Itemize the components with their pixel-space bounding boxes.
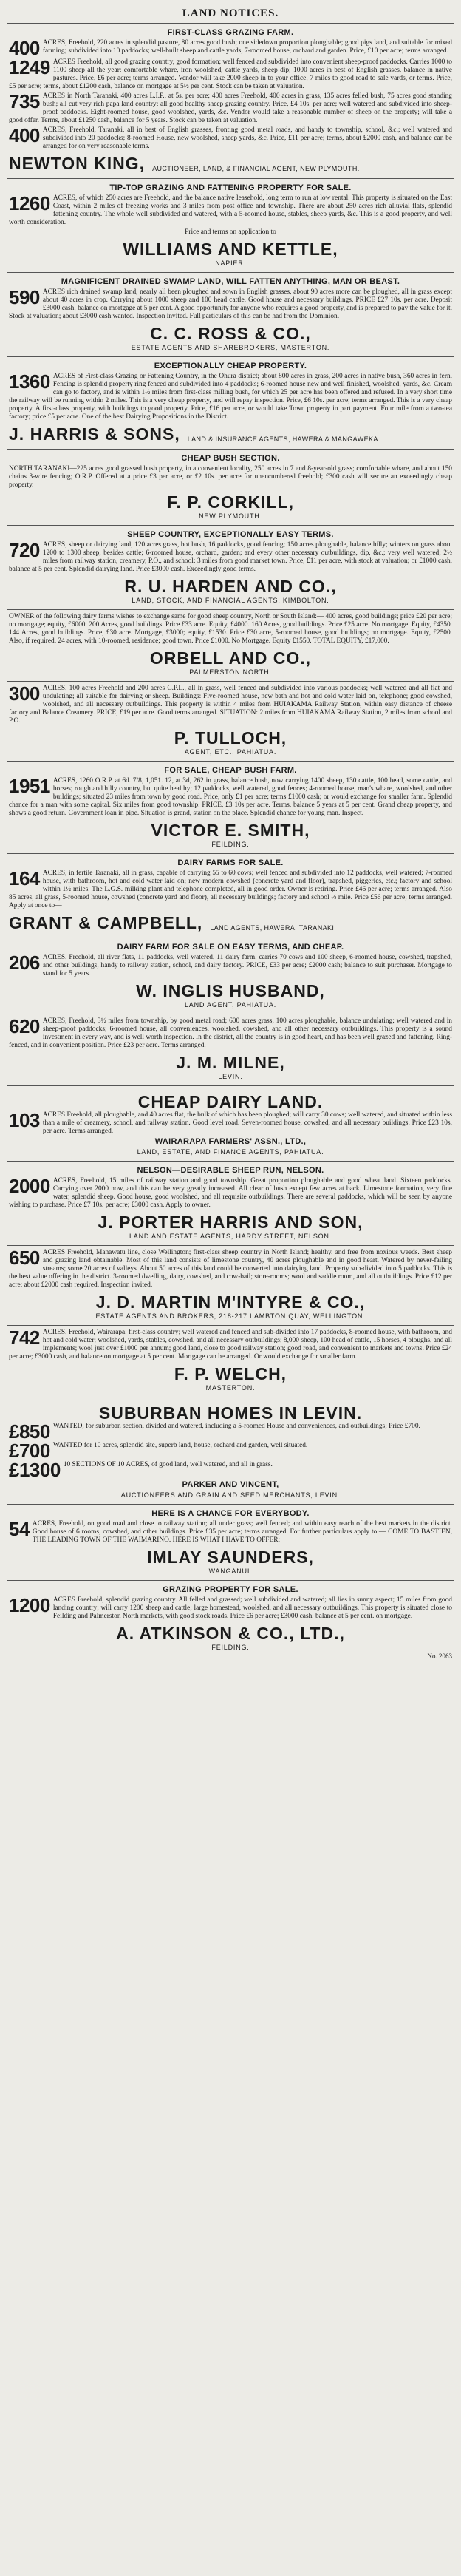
ad-cheap-dairy-land [7, 1086, 454, 1162]
listing-text: ACRES rich drained swamp land, nearly all been ploughed and sown in English grasses, about 90 acres more can be ploughed, all in grass except about 40 acres in crop. Carrying about 1000 sheep and 100 head cattle. Good house and necessary buildings. PRICE £27 10s. per acre. Deposit £3000 cash, balance on mortgage at 5 per cent. A good opportunity for anyone who requires a good property, and is prepared to pay the value for it. Stock at valuation; about £3000 cash wanted. Inspection invited. Full particulars of this can be had from the Dominion. [9, 288, 452, 320]
advertiser-signature [9, 913, 452, 932]
advertiser-name: F. P. WELCH, [174, 1364, 287, 1383]
listing [9, 1442, 452, 1460]
listing-acreage: 650 [9, 1249, 40, 1269]
ad-sheep-run-nelson [7, 1162, 454, 1246]
ad-heading: NELSON—DESIRABLE SHEEP RUN, NELSON. [137, 1166, 324, 1175]
listing [9, 541, 452, 574]
listing-acreage: 1249 [9, 58, 50, 78]
listing-text: ACRES, Freehold, all river flats, 11 paddocks, well watered, 11 dairy farm, carries 70 cows and 100 sheep, 6-roomed house, cowshed, trapshed, and other buildings, handy to railway station, school, and dairy factory. PRICE, £33 per acre; £2000 cash; balance to suit purchaser. Mortgage to stand for 5 years. [42, 954, 452, 977]
advertiser-name: VICTOR E. SMITH, [151, 821, 310, 840]
listing-acreage: 590 [9, 288, 40, 308]
advertiser-name: C. C. ROSS & CO., [150, 324, 311, 343]
advertiser-location: LAND, ESTATE, AND FINANCE AGENTS, PAHIATUA. [137, 1148, 324, 1156]
listing [9, 1329, 452, 1361]
listing-text: ACRES Freehold, Manawatu line, close Wellington; first-class sheep country in North Island; healthy, and free from noxious weeds. Best sheep and grazing land obtainable. Most of this land consists of limestone country, 40 acres ploughable and in good heart. Watered by never-failing streams; some 20 acres of valleys. About 50 acres of this land could be converted into dairying land. Property sub-divided into 5 paddocks. This is the best value offering in the district. 3-roomed dwelling, dairy, cowshed, and cow-bail; store-rooms; wool and saddle room, and all outbuildings. Price £12 per acre; about £2000 cash required. Inspection invited. [9, 1249, 452, 1289]
advertiser-name: P. TULLOCH, [174, 728, 287, 748]
listing-text: NORTH TARANAKI—225 acres good grassed bush property, in a convenient locality, 250 acres in 7 and 8-year-old grass; comfortable whare, and about 150 chains 3-wire fencing; O.R.P. Offered at a price £3 per acre, or £2 10s. per acre for unencumbered freehold; £300 cash will secure an exceedingly cheap property. [9, 465, 452, 489]
listing-text: ACRES, Freehold, on good road and close to railway station; all under grass; well fenced; and within easy reach of the best markets in the district. Good house of 6 rooms, cowshed, and other buildings. Price £35 per acre; terms arranged. For further particulars apply to:— COME TO BASTIEN, THE LEADING TOWN OF THE WAIMARINO. HERE IS WHAT I HAVE TO OFFER: [32, 1520, 452, 1544]
advertiser-signature [9, 424, 452, 444]
ad-heading: DAIRY FARMS FOR SALE. [177, 858, 284, 867]
listing [9, 1249, 452, 1289]
listing-text: ACRES, in fertile Taranaki, all in grass, capable of carrying 55 to 60 cows; well fenced and subdivided into 12 paddocks, well watered; 7-roomed house, with bathroom, hot and cold water laid on; new modern cowshed (concrete yard and floor), trapshed, piggeries, etc.; factory and school within 1½ miles. The L.G.S. milking plant and telephone completed, all in good order. Owner is retiring. Price £46 per acre; terms arranged. Also 85 acres, all grass, 5-roomed house, cowshed (concrete yard and floor), all necessary buildings; factory and school ½ mile. Price £56 per acre; terms arranged. Apply at once to— [9, 870, 452, 909]
ad-heading: HERE IS A CHANCE FOR EVERYBODY. [151, 1509, 310, 1518]
ad-sheep-country [7, 526, 454, 610]
listing-acreage: 400 [9, 126, 40, 146]
listing-text: ACRES, Freehold, Wairarapa, first-class country; well watered and fenced and sub-divided into 17 paddocks, 8-roomed house, with bathroom, and hot and cold water; woolshed, yards, stables, cowshed, and all necessary outbuildings; 8,000 sheep, 100 head of cattle, 15 horses, 4 ploughs, and all implements; wool just over £1000 per annum; good land, close to good railway station; good road, and convenient to markets and towns. Price £24 per acre; £3000 cash, and balance on mortgage at 5 per cent. Mortgage can be arranged. Or would exchange for smaller farm. [9, 1329, 452, 1360]
listing [9, 685, 452, 725]
listing-text: ACRES, Freehold, 15 miles of railway station and good township. Great proportion ploughable and good wheat land. Sixteen paddocks. Carrying over 2000 now, and this can be very greatly increased. All clear of bush except few acres at back. Limestone formation, very fine water, splendid sheep. Good house, good woolshed, and all requisite outbuildings. There are several paddocks, which will be seen by anyone wishing to purchase. Price £7 10s. per acre; £3000 cash. Apply to owner. [9, 1177, 452, 1209]
advertiser-location: ESTATE AGENTS AND SHAREBROKERS, MASTERTON. [131, 344, 330, 351]
listing-text: WANTED, for suburban section, divided and watered, including a 5-roomed House and conveniences, and outbuildings; Price £700. [52, 1423, 420, 1430]
listing [9, 126, 452, 151]
advertiser-name: J. HARRIS & SONS, [9, 424, 180, 444]
advertiser-location: WANGANUI. [208, 1567, 253, 1575]
page-title: LAND NOTICES. [7, 7, 454, 24]
advertiser-name: WILLIAMS AND KETTLE, [123, 240, 338, 259]
listing-acreage: 2000 [9, 1177, 50, 1197]
ad-heading: SHEEP COUNTRY, EXCEPTIONALLY EASY TERMS. [127, 530, 334, 539]
listing-acreage: 735 [9, 92, 40, 112]
listing-text: ACRES Freehold, splendid grazing country. All felled and grassed; well subdivided and watered; all lies in sunny aspect; 15 miles from good landing country; will carry 1200 sheep and cattle; large homestead, woolshed, and all necessary outbuildings. This property is situated close to Feilding and Palmerston North markets, with good stock roads. Price £6 per acre; £3000 cash, balance at 5 per cent. on mortgage. [52, 1596, 452, 1620]
listing [9, 777, 452, 818]
advertiser-name: R. U. HARDEN AND CO., [124, 577, 337, 596]
advertiser-name: W. INGLIS HUSBAND, [136, 981, 325, 1000]
listing [9, 194, 452, 227]
ad-big-title: CHEAP DAIRY LAND. [137, 1092, 324, 1111]
listing-text: WANTED for 10 acres, splendid site, superb land, house, orchard and garden, well situated. [52, 1442, 308, 1449]
listing-price: £1300 [9, 1461, 61, 1479]
listing-acreage: 1260 [9, 194, 50, 214]
advertiser-name: IMLAY SAUNDERS, [147, 1548, 314, 1567]
listing-text: ACRES, of which 250 acres are Freehold, and the balance native leasehold, long term to run at low rental. This property is situated on the East Coast, within 2 miles of freezing works and 3 miles from post office and township. There are about 250 acres rich alluvial flats, splendid fattening country. The whole well subdivided and watered, with a 5-roomed house, stables, sheep yards, &c. This is a good property, and well worth consideration. [9, 194, 452, 226]
listing [9, 58, 452, 91]
listing [9, 1423, 452, 1440]
advertiser-name: J. D. MARTIN M'INTYRE & CO., [95, 1292, 366, 1312]
listing-text: 10 SECTIONS OF 10 ACRES, of good land, well watered, and all in grass. [63, 1461, 273, 1468]
ad-dairy-exchange [7, 610, 454, 682]
ad-bush-section [7, 450, 454, 526]
ad-heading: FIRST-CLASS GRAZING FARM. [167, 28, 294, 37]
advertiser-location: LEVIN. [218, 1073, 243, 1080]
advertiser-location: AUCTIONEERS AND GRAIN AND SEED MERCHANTS, LEVIN. [120, 1491, 341, 1499]
listing-text: ACRES, sheep or dairying land, 120 acres grass, hot bush, 16 paddocks, good fencing; 150 acres ploughable, balance hilly; winters on grass about 1200 to 1300 sheep, besides cattle; 6-roomed house, orchard, garden; and every other necessary outbuildings, dip, &c.; very well watered; 2½ miles from railway station, creamery, P.O., and school; 3 miles from good market town. Price, £11 per acre, with stock at valuation; or £1000 cash, balance at 5 per cent. Splendid dairying land. Price £3000 cash. Exceedingly good terms. [9, 541, 452, 573]
listing [9, 1520, 452, 1545]
ad-grazing-property [7, 1581, 454, 1664]
listing [9, 1017, 452, 1050]
listing [9, 1111, 452, 1136]
ad-620-acres [7, 1014, 454, 1086]
listing-acreage: 1360 [9, 373, 50, 393]
advertiser-location: NEW PLYMOUTH. [199, 512, 262, 520]
newspaper-page [7, 7, 454, 2561]
ad-grazing-farm [7, 24, 454, 179]
advertiser-name: PARKER AND VINCENT, [182, 1480, 279, 1489]
advertiser-name: J. PORTER HARRIS AND SON, [98, 1213, 363, 1232]
ad-bush-farm [7, 762, 454, 854]
listing [9, 288, 452, 321]
listing-acreage: 1951 [9, 777, 50, 797]
ad-heading: GRAZING PROPERTY FOR SALE. [163, 1585, 298, 1594]
advertiser-location: MASTERTON. [205, 1384, 256, 1392]
advertiser-name: A. ATKINSON & CO., LTD., [116, 1624, 345, 1643]
listing-acreage: 206 [9, 954, 40, 974]
advertiser-location: LAND AND ESTATE AGENTS, HARDY STREET, NELSON. [129, 1233, 332, 1240]
listing [9, 92, 452, 125]
ad-heading: DAIRY FARM FOR SALE ON EASY TERMS, AND CHEAP. [117, 943, 344, 952]
advertiser-location: FEILDING. [211, 841, 250, 848]
advertiser-location: LAND, STOCK, AND FINANCIAL AGENTS, KIMBOLTON. [132, 597, 329, 604]
advertiser-location: AGENT, ETC., PAHIATUA. [184, 748, 277, 756]
ad-big-title: SUBURBAN HOMES IN LEVIN. [98, 1403, 363, 1423]
advertiser-signature [9, 154, 452, 173]
ad-dairy-farm-easy-terms [7, 938, 454, 1014]
listing [9, 39, 452, 57]
listing [9, 954, 452, 978]
advertiser-name: ORBELL AND CO., [149, 648, 312, 668]
listing-acreage: 742 [9, 1329, 40, 1349]
advertiser-name: NEWTON KING, [9, 154, 146, 173]
listing-text: OWNER of the following dairy farms wishes to exchange same for good sheep country, North or South Island:— 400 acres, good buildings; price £20 per acre; no mortgage; equity, £6000. 200 Acres, good buildings. Price £33 acre. Equity, £4000. 160 Acres, good buildings. Price £25 acre. No mortgage. Equity, £4350. 144 Acres, good buildings. Price, £30 acre. Mortgage, £3000; equity, £1530. Price £30 acre, 5-roomed house, good buildings; no mortgage. Equity, £2500. Also, if required, 24 acres, with 10-roomed, residence; good town. Price £1000. No Mortgage. Equity £1550. TOTAL EQUITY, £17,000. [9, 613, 452, 645]
listing-text: ACRES Freehold, all ploughable, and 40 acres flat, the bulk of which has been ploughed; will carry 30 cows; well watered, and situated within less than a mile of creamery, school, and railway station. Good level road. Seven-roomed house, cowshed, and all necessary buildings. Price £23 10s. per acre. Terms arranged. [42, 1111, 452, 1135]
listing-text: ACRES, Freehold, 3½ miles from township, by good metal road; 600 acres grass, 100 acres ploughable, balance undulating; well watered and in sheep-proof paddocks; 6-roomed house, all conveniences, woolshed, cowshed, and all other necessary outbuildings. This property is a sound investment in every way, and is well worth inspection. In the district, all the country is in good heart, and has been well grazed and fattening. Ring-fenced, and in convenient position. Price £23 per acre. Terms arranged. [9, 1017, 452, 1049]
advertiser-location: LAND AGENT, PAHIATUA. [185, 1001, 276, 1009]
listing [9, 465, 452, 489]
ad-heading: EXCEPTIONALLY CHEAP PROPERTY. [154, 362, 307, 370]
listing [9, 870, 452, 910]
advertiser-name: WAIRARAPA FARMERS' ASSN., LTD., [154, 1137, 307, 1146]
advertiser-role: LAND AGENTS, HAWERA, TARANAKI. [210, 924, 337, 932]
advertiser-location: PALMERSTON NORTH. [189, 668, 272, 676]
listing-acreage: 164 [9, 870, 40, 889]
listing-acreage: 1200 [9, 1596, 50, 1616]
ad-wairarapa-742 [7, 1326, 454, 1397]
listing [9, 1461, 452, 1479]
ad-dairy-farms [7, 854, 454, 938]
listing-text: ACRES, Freehold, Taranaki, all in best of English grasses, fronting good metal roads, and handy to township, school, &c.; well watered and subdivided into 20 paddocks; 8-roomed House, new woolshed, sheep yards, &c. Price, £11 per acre; terms, about £2000 cash, and balance can be arranged for on very reasonable terms. [42, 126, 452, 150]
ad-heading: TIP-TOP GRAZING AND FATTENING PROPERTY FOR SALE. [109, 183, 352, 192]
ad-note: Price and terms on application to [185, 228, 276, 236]
listing-acreage: 300 [9, 685, 40, 705]
listing-text: ACRES in North Taranaki, 400 acres L.I.P., at 5s. per acre; 400 acres Freehold, 400 acres in grass, 135 acres felled bush, 75 acres good standing bush; all cut very rich papa land country; all good healthy sheep grazing country. Price, £4 10s. per acre; well watered and subdivided into sheep-proof paddocks. Eight-roomed house, good woolshed, yards, &c. Vendor would take a reasonable number of sheep on the property; will take a good offer. Terms, about £1250 cash, balance for 5 years. Stock can be taken at valuation. [9, 92, 452, 124]
listing-text: ACRES of First-class Grazing or Fattening Country, in the Ohura district; about 800 acres in grass, 200 acres in native bush, 360 acres in fern. Fencing is splendid property ring fenced and subdivided into 4 paddocks; 6-roomed house new and well finished, woolshed, yards, &c. Cream can go to factory, and is within 1½ miles from first-class milling bush, for which 25 per acre has been offered and refused. In a very short time the railway will be running within 2 miles. This is a very cheap property, and will repay inspection. Price, £6 10s. per acre; terms arranged. This is a very cheap property. A first-class property, with buildings to good property. Price, £16 per acre, or would take Town property in part payment. Four mile from a two-tea factory; price £5 per acre. One of the best Dairying Propositions in the District. [9, 373, 452, 421]
listing-price: £700 [9, 1442, 50, 1460]
advertiser-name: F. P. CORKILL, [166, 492, 295, 512]
ad-swamp-land [7, 273, 454, 357]
ad-fattening-property [7, 179, 454, 273]
ad-chance-for-everybody [7, 1505, 454, 1581]
ad-heading: MAGNIFICENT DRAINED SWAMP LAND, WILL FATTEN ANYTHING, MAN OR BEAST. [61, 277, 400, 286]
listing [9, 1177, 452, 1210]
ad-cheap-property [7, 357, 454, 450]
advertiser-role: LAND & INSURANCE AGENTS, HAWERA & MANGAWEKA. [187, 435, 380, 443]
listing-text: ACRES Freehold, all good grazing country, good formation; well fenced and subdivided into convenient sheep-proof paddocks. Carries 1000 to 1100 sheep all the year; comfortable whare, iron woolshed, cattle yards, sheep dip; 1000 acres in best of English grasses, balance in native pastures. Price, £6 per acre; terms arranged. Vendor will take 2000 sheep in to your office, 7 miles to good road to sale yards, or terms. Price, £5 per acre; terms, about £1200 cash, balance on mortgage at 5½ per cent. Stock can be taken at valuation. [9, 58, 452, 90]
listing-acreage: 720 [9, 541, 40, 561]
listing-acreage: 400 [9, 39, 40, 57]
listing [9, 373, 452, 421]
ad-reference-number: No. 2063 [427, 1653, 452, 1660]
listing-price: £850 [9, 1423, 50, 1440]
advertiser-location: ESTATE AGENTS AND BROKERS, 218-217 LAMBTON QUAY, WELLINGTON. [95, 1312, 366, 1320]
listing-text: ACRES, 1260 O.R.P. at 6d. 7/8, 1,051. 12, at 3d, 262 in grass, balance bush, now carrying 1400 sheep, 130 cattle, 100 head, some cattle, and horses; rough and hilly country, but quite healthy; 12 paddocks, well watered, good fences; 4-roomed house, man's whare, woolshed, and other buildings; situated 23 miles from town by good road. Price, only £1 per acre; terms £1000 cash; or would exchange for smaller farm. Splendid chance for a man with some capital. Six miles from good township. PRICE, £3 10s per acre. Terms, balance 5 years at 5 per cent. Grand cheap property, and shows a good return. Government loan in pipe. Situation is grand, station on the place. Splendid chance for young man. Inspect. [9, 777, 452, 817]
ad-heading: FOR SALE, CHEAP BUSH FARM. [164, 766, 297, 775]
advertiser-name: J. M. MILNE, [176, 1053, 285, 1072]
listing-text: ACRES, 100 acres Freehold and 200 acres C.P.L., all in grass, well fenced and subdivided into various paddocks; well watered and all flat and undulating; all suitable for dairying or sheep. Buildings: Five-roomed house, new bath and hot and cold water laid on, telephone; good cowshed, woolshed, and all necessary outbuildings. This property is within 4 miles from HUIAKAMA Railway Station, within easy distance of cheese factory and Balance Creamery. PRICE, £19 per acre. Good terms arranged. SITUATION: 2 miles from HUIAKAMA Railway Station, 2 miles from school and P.O. [9, 685, 452, 725]
advertiser-location: NAPIER. [215, 260, 246, 267]
listing-text: ACRES, Freehold, 220 acres in splendid pasture, 80 acres good bush; one sidedown proportion ploughable; good pigs land, and suitable for mixed farming; subdivided into 10 paddocks; well-built sheep and cattle yards, 7-roomed house, orchard and garden. Price, £10 per acre; terms arranged. [42, 39, 452, 55]
ad-300-acres [7, 682, 454, 762]
ad-manawatu-line [7, 1246, 454, 1326]
listing-acreage: 620 [9, 1017, 40, 1037]
advertiser-name: GRANT & CAMPBELL, [9, 913, 203, 932]
listing [9, 1596, 452, 1621]
advertiser-role: AUCTIONEER, LAND, & FINANCIAL AGENT, NEW PLYMOUTH. [152, 165, 360, 172]
listing-acreage: 54 [9, 1520, 30, 1540]
ad-suburban-homes [7, 1397, 454, 1505]
ad-heading: CHEAP BUSH SECTION. [181, 454, 280, 463]
listing [9, 613, 452, 645]
listing-acreage: 103 [9, 1111, 40, 1131]
advertiser-location: FEILDING. [211, 1644, 250, 1651]
